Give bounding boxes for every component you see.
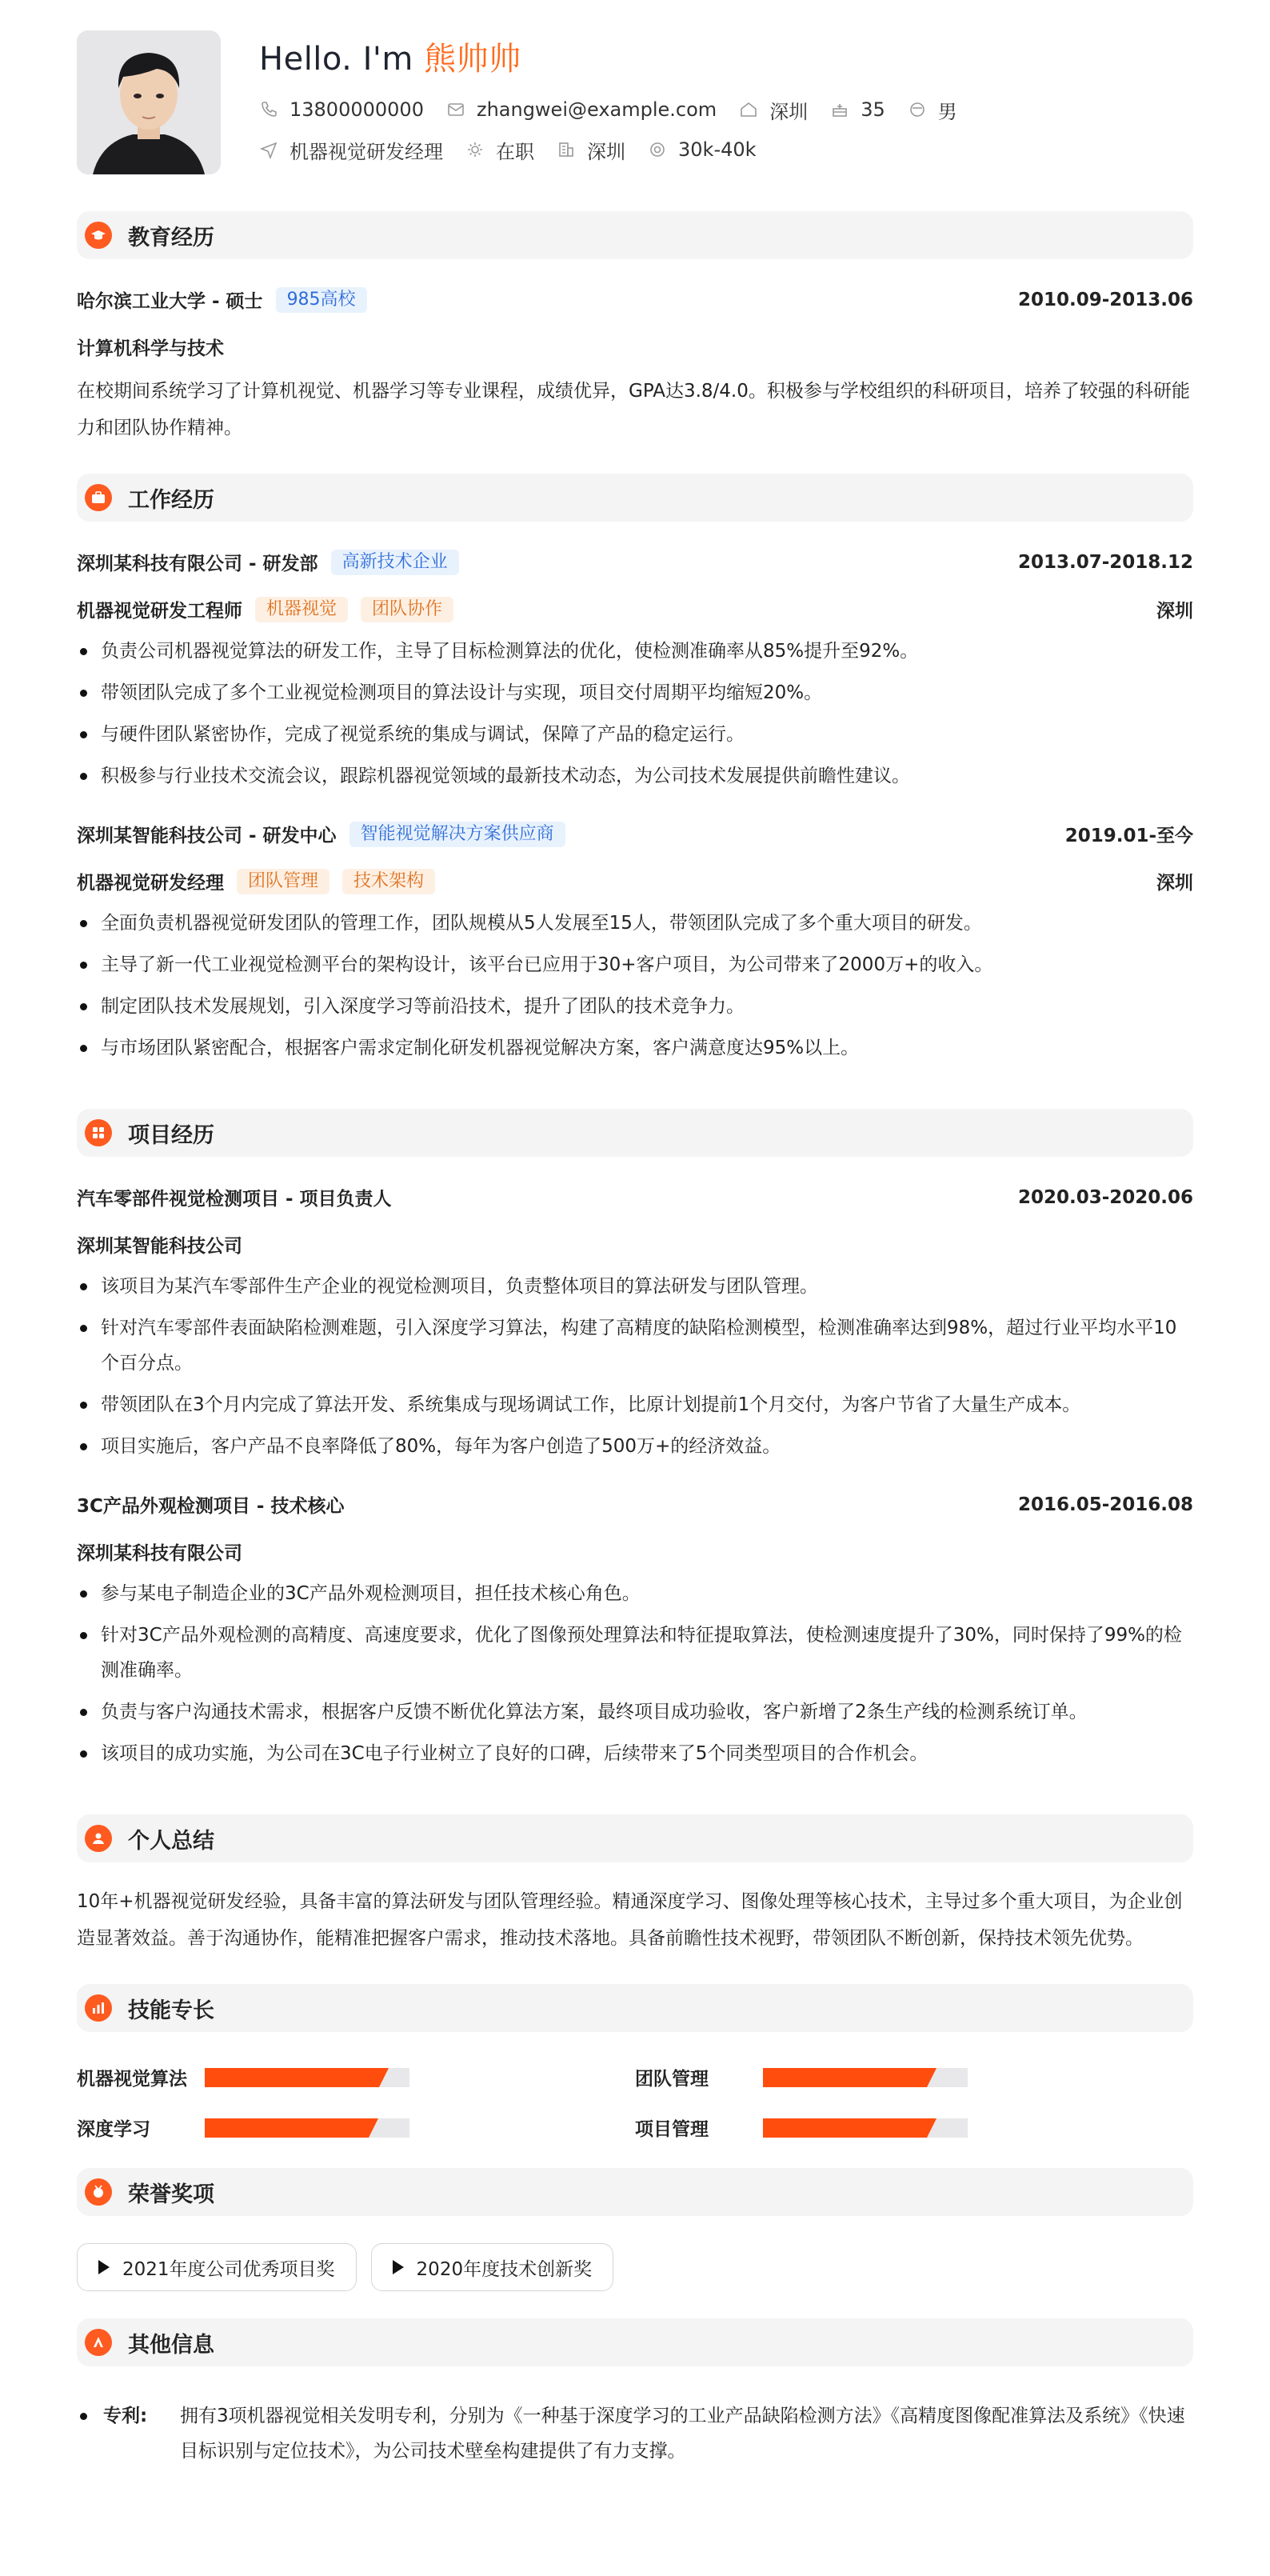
list-item: 积极参与行业技术交流会议，跟踪机器视觉领域的最新技术动态，为公司技术发展提供前瞻性建议。	[77, 758, 1193, 794]
email-item	[446, 98, 717, 121]
grid-icon	[85, 1119, 112, 1146]
skill-bar-fill	[205, 2118, 369, 2138]
other-label: 专利:	[103, 2406, 148, 2426]
skill-tag: 机器视觉	[255, 597, 348, 622]
city-item	[739, 96, 808, 124]
gender: 男	[937, 100, 957, 123]
skill-name: 团队管理	[635, 2069, 709, 2090]
education-section-title	[77, 211, 1193, 259]
skill-tag: 技术架构	[342, 869, 435, 894]
coin-icon	[648, 140, 667, 159]
avatar-portrait	[77, 30, 221, 174]
info-icon	[85, 2329, 112, 2356]
list-item: 负责公司机器视觉算法的研发工作，主导了目标检测算法的优化，使检测准确率从85%提升至92%。	[77, 634, 1193, 669]
list-item: 参与某电子制造企业的3C产品外观检测项目，担任技术核心角色。	[77, 1576, 1193, 1611]
skill-bar	[763, 2118, 968, 2138]
section-heading: 工作经历	[128, 487, 214, 513]
section-heading: 个人总结	[128, 1828, 214, 1854]
age: 35	[861, 98, 885, 121]
avatar	[77, 30, 221, 174]
list-item: 全面负责机器视觉研发团队的管理工作，团队规模从5人发展至15人，带领团队完成了多个重大项目的研发。	[77, 906, 1193, 941]
section-heading: 技能专长	[128, 1998, 214, 2023]
job-period: 2019.01-至今	[1064, 826, 1193, 846]
other-section-title	[77, 2318, 1193, 2366]
project-entry	[77, 1184, 1193, 1464]
project-name: 汽车零部件视觉检测项目 - 项目负责人	[77, 1189, 392, 1210]
other-info	[77, 2398, 1193, 2469]
skill-bar-fill	[763, 2068, 927, 2087]
section-heading: 其他信息	[128, 2332, 214, 2358]
role: 机器视觉研发工程师	[77, 601, 242, 622]
position-item	[259, 136, 443, 164]
education-entry	[77, 286, 1193, 446]
list-item: 该项目为某汽车零部件生产企业的视觉检测项目，负责整体项目的算法研发与团队管理。	[77, 1269, 1193, 1304]
project-company: 深圳某智能科技公司	[77, 1236, 242, 1257]
skill-name: 深度学习	[77, 2119, 150, 2140]
job-location: 深圳	[1156, 873, 1193, 894]
city: 深圳	[769, 100, 809, 123]
company-tag: 高新技术企业	[331, 550, 459, 575]
position: 机器视觉研发经理	[290, 140, 443, 163]
send-icon	[259, 140, 278, 159]
list-item: 带领团队完成了多个工业视觉检测项目的算法设计与实现，项目交付周期平均缩短20%。	[77, 675, 1193, 710]
job-bullets	[77, 634, 1193, 794]
list-item: 制定团队技术发展规划，引入深度学习等前沿技术，提升了团队的技术竞争力。	[77, 989, 1193, 1024]
target-city-item	[557, 136, 625, 164]
honor-label: 2021年度公司优秀项目奖	[122, 2258, 335, 2280]
user-icon	[85, 1825, 112, 1852]
person-icon	[908, 100, 927, 119]
skills-grid	[77, 2064, 1193, 2141]
status: 在职	[496, 140, 534, 163]
job-period: 2013.07-2018.12	[1017, 551, 1193, 573]
skill-tag: 团队管理	[237, 869, 329, 894]
project-header-row	[77, 1184, 1193, 1210]
chart-bars-icon	[85, 1994, 112, 2022]
skill-bar	[763, 2068, 968, 2087]
salary: 30k-40k	[678, 138, 757, 161]
triangle-icon	[98, 2260, 110, 2274]
building-icon	[557, 140, 576, 159]
job-intent-row	[259, 137, 980, 162]
cake-icon	[830, 100, 849, 119]
education-period: 2010.09-2013.06	[1017, 289, 1193, 310]
project-bullets	[77, 1576, 1193, 1771]
skill-name: 机器视觉算法	[77, 2069, 187, 2090]
salary-item	[648, 138, 757, 161]
project-entry	[77, 1491, 1193, 1771]
section-heading: 荣誉奖项	[128, 2182, 214, 2207]
skill-item	[635, 2064, 1193, 2090]
education-description: 在校期间系统学习了计算机视觉、机器学习等专业课程，成绩优异，GPA达3.8/4.0。积极参与学校组织的科研项目，培养了较强的科研能力和团队协作精神。	[77, 381, 1190, 438]
mail-icon	[446, 100, 465, 119]
project-name: 3C产品外观检测项目 - 技术核心	[77, 1496, 345, 1517]
honor-label: 2020年度技术创新奖	[416, 2258, 593, 2280]
honors-list	[77, 2243, 1193, 2291]
major: 计算机科学与技术	[77, 338, 224, 359]
list-item: 主导了新一代工业视觉检测平台的架构设计，该平台已应用于30+客户项目，为公司带来了2000万+的收入。	[77, 947, 1193, 982]
triangle-icon	[393, 2260, 404, 2274]
status-item	[465, 136, 534, 164]
skills-section-title	[77, 1984, 1193, 2032]
greeting	[259, 34, 980, 79]
company: 深圳某智能科技公司 - 研发中心	[77, 826, 337, 846]
skill-bar	[205, 2068, 409, 2087]
skill-tag: 团队协作	[361, 597, 453, 622]
honor-chip	[77, 2243, 357, 2291]
medal-icon	[85, 2178, 112, 2206]
phone: 13800000000	[290, 98, 424, 121]
skill-item	[635, 2114, 1193, 2141]
skill-bar	[205, 2118, 409, 2138]
skill-bar-fill	[205, 2068, 379, 2087]
honors-section-title	[77, 2168, 1193, 2216]
list-item: 针对3C产品外观检测的高精度、高速度要求，优化了图像预处理算法和特征提取算法，使检测速度提升了30%，同时保持了99%的检测准确率。	[77, 1618, 1193, 1688]
skill-item	[77, 2064, 635, 2090]
honor-chip	[371, 2243, 614, 2291]
school: 哈尔滨工业大学 - 硕士	[77, 291, 263, 312]
target-city: 深圳	[587, 140, 625, 163]
summary-text: 10年+机器视觉研发经验，具备丰富的算法研发与团队管理经验。精通深度学习、图像处理等核心技术，主导过多个重大项目，为企业创造显著效益。善于沟通协作，能精准把握客户需求，推动技术落地。具备前瞻性技术视野，带领团队不断创新，保持技术领先优势。	[77, 1891, 1183, 1949]
list-item: 针对汽车零部件表面缺陷检测难题，引入深度学习算法，构建了高精度的缺陷检测模型，检测准确率达到98%，超过行业平均水平10个百分点。	[77, 1310, 1193, 1381]
section-heading: 项目经历	[128, 1122, 214, 1148]
candidate-name: 熊帅帅	[424, 41, 521, 78]
project-bullets	[77, 1269, 1193, 1464]
job-header-row	[77, 549, 1193, 575]
other-text: 拥有3项机器视觉相关发明专利，分别为《一种基于深度学习的工业产品缺陷检测方法》《高精度图像配准算法及系统》《快速目标识别与定位技术》，为公司技术壁垒构建提供了有力支撑。	[180, 2406, 1185, 2462]
project-period: 2020.03-2020.06	[1017, 1186, 1193, 1208]
list-item: 负责与客户沟通技术需求，根据客户反馈不断优化算法方案，最终项目成功验收，客户新增了2条生产线的检测系统订单。	[77, 1694, 1193, 1730]
role: 机器视觉研发经理	[77, 873, 224, 894]
skill-item	[77, 2114, 635, 2141]
skill-bar-fill	[763, 2118, 927, 2138]
project-header-row	[77, 1491, 1193, 1518]
list-item: 与硬件团队紧密协作，完成了视觉系统的集成与调试，保障了产品的稳定运行。	[77, 717, 1193, 752]
job-bullets	[77, 906, 1193, 1066]
list-item: 与市场团队紧密配合，根据客户需求定制化研发机器视觉解决方案，客户满意度达95%以上。	[77, 1030, 1193, 1066]
job-header-row	[77, 821, 1193, 847]
list-item: 项目实施后，客户产品不良率降低了80%，每年为客户创造了500万+的经济效益。	[77, 1429, 1193, 1464]
home-icon	[739, 100, 758, 119]
greeting-text: Hello. I'm	[259, 41, 413, 78]
projects-section-title	[77, 1109, 1193, 1157]
job-entry	[77, 821, 1193, 1066]
project-company: 深圳某科技有限公司	[77, 1543, 242, 1564]
list-item: 该项目的成功实施，为公司在3C电子行业树立了良好的口碑，后续带来了5个同类型项目的合作机会。	[77, 1736, 1193, 1771]
project-period: 2016.05-2016.08	[1017, 1494, 1193, 1515]
section-heading: 教育经历	[128, 225, 214, 250]
work-section-title	[77, 474, 1193, 522]
job-role-row	[77, 596, 1193, 622]
phone-item	[259, 98, 424, 121]
company: 深圳某科技有限公司 - 研发部	[77, 554, 318, 574]
profile-info	[259, 30, 980, 162]
graduation-cap-icon	[85, 222, 112, 249]
school-tag: 985高校	[276, 287, 367, 313]
list-item: 带领团队在3个月内完成了算法开发、系统集成与现场调试工作，比原计划提前1个月交付，为客户节省了大量生产成本。	[77, 1387, 1193, 1422]
phone-icon	[259, 100, 278, 119]
summary-section-title	[77, 1814, 1193, 1862]
bullet-dot	[80, 2413, 87, 2420]
email: zhangwei@example.com	[476, 98, 717, 121]
gender-item	[908, 96, 957, 124]
gear-icon	[465, 140, 485, 159]
briefcase-icon	[85, 484, 112, 511]
education-header-row	[77, 286, 1193, 313]
job-location: 深圳	[1156, 601, 1193, 622]
company-tag: 智能视觉解决方案供应商	[349, 822, 565, 847]
job-role-row	[77, 868, 1193, 894]
skill-name: 项目管理	[635, 2119, 709, 2140]
profile-header	[77, 30, 1193, 179]
contact-row	[259, 97, 980, 122]
age-item	[830, 98, 885, 121]
job-entry	[77, 549, 1193, 794]
